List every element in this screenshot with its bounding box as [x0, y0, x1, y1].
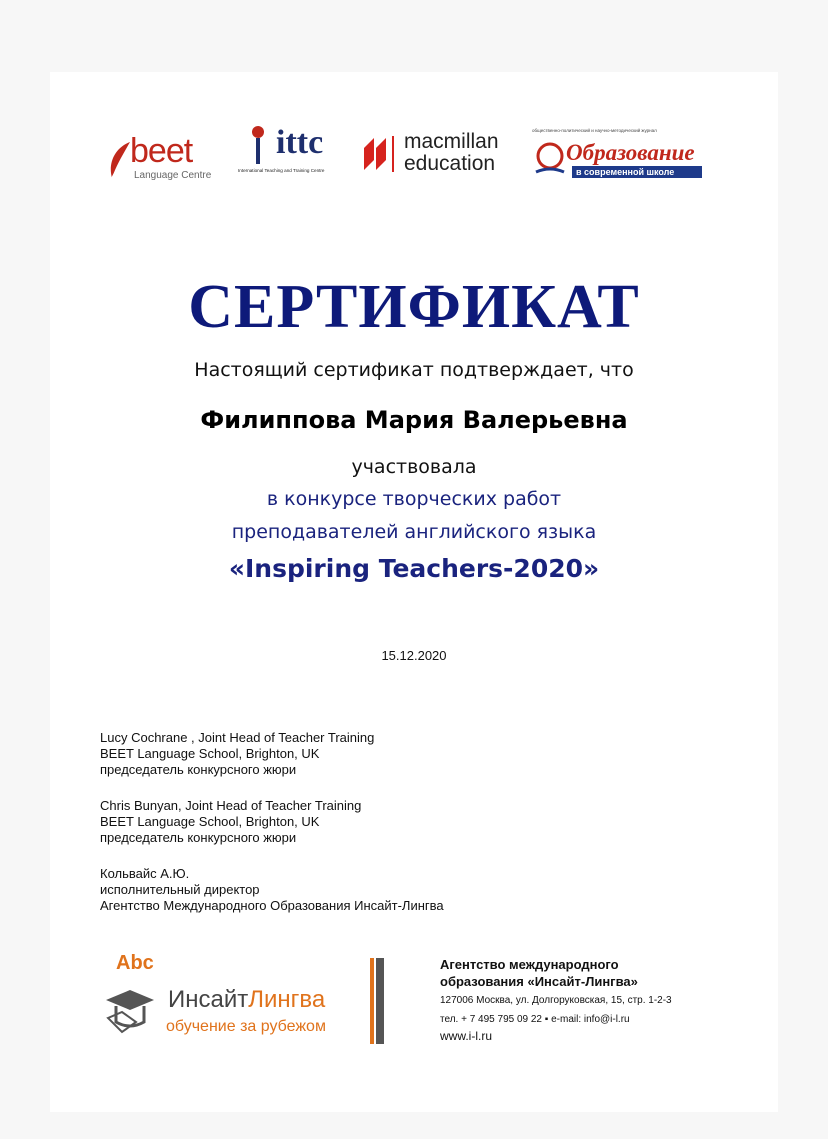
- ittc-logo: [236, 122, 362, 182]
- signatory-line: BEET Language School, Brighton, UK: [100, 746, 320, 761]
- participated-text: участвовала: [351, 456, 477, 478]
- contest-name: «Inspiring Teachers-2020»: [228, 554, 600, 583]
- obrazovanie-logo-word: Образование: [566, 140, 695, 165]
- ittc-logo-sub: International Teaching and Training Centre: [238, 168, 325, 173]
- signatory-block: [100, 866, 444, 914]
- obrazovanie-logo-top: общественно-политический и научно-методический журнал: [532, 128, 657, 133]
- signatory-line: Lucy Cochrane , Joint Head of Teacher Training: [100, 730, 375, 745]
- certificate-date: 15.12.2020: [381, 648, 447, 663]
- signatory-line: Кольвайс А.Ю.: [100, 866, 190, 881]
- obrazovanie-logo: [528, 128, 712, 180]
- agency-website: www.i-l.ru: [440, 1029, 493, 1043]
- agency-name-line2: образования «Инсайт-Лингва»: [440, 974, 638, 989]
- agency-address: 127006 Москва, ул. Долгоруковская, 15, стр. 1-2-3: [440, 995, 672, 1006]
- ittc-flame-icon: [246, 124, 276, 168]
- contest-line-2: преподавателей английского языка: [231, 521, 597, 543]
- insight-logo-word: [168, 986, 325, 1014]
- book-emblem-icon: [532, 140, 568, 176]
- insight-lingva-logo: [100, 952, 390, 1048]
- graduation-cap-icon: [102, 982, 158, 1038]
- agency-name-line1: Агентство международного: [440, 957, 619, 972]
- beet-logo: [106, 130, 226, 190]
- insight-logo-sub: обучение за рубежом: [166, 1018, 326, 1035]
- signatory-block: [100, 730, 374, 778]
- logo-divider: [370, 958, 374, 1044]
- recipient-name: Филиппова Мария Валерьевна: [200, 406, 628, 434]
- signatory-line: исполнительный директор: [100, 882, 260, 897]
- logo-divider: [376, 958, 384, 1044]
- certificate-title: СЕРТИФИКАТ: [188, 273, 640, 341]
- signatory-block: [100, 798, 361, 846]
- signatory-line: председатель конкурсного жюри: [100, 762, 297, 777]
- confirm-text: Настоящий сертификат подтверждает, что: [194, 359, 634, 381]
- agency-phone-email: тел. + 7 495 795 09 22 ▪ e-mail: info@i-l.ru: [440, 1014, 630, 1025]
- macmillan-mark-icon: [362, 134, 398, 174]
- signatory-line: Chris Bunyan, Joint Head of Teacher Training: [100, 798, 362, 813]
- beet-logo-sub: Language Centre: [134, 170, 212, 181]
- contest-line-1: в конкурсе творческих работ: [266, 488, 562, 510]
- insight-logo-word-b: Лингва: [248, 986, 326, 1013]
- insight-abc-mark: Abc: [116, 952, 154, 974]
- obrazovanie-logo-sub: в современной школе: [576, 167, 675, 177]
- signatory-line: Агентство Международного Образования Инсайт-Лингва: [100, 898, 444, 913]
- agency-contacts: [440, 956, 672, 1044]
- ittc-logo-word: ittc: [276, 124, 324, 161]
- beet-logo-word: beet: [130, 132, 193, 170]
- certificate-page: [50, 72, 778, 1112]
- signatory-line: председатель конкурсного жюри: [100, 830, 297, 845]
- insight-logo-word-a: Инсайт: [168, 986, 249, 1013]
- macmillan-logo: [362, 130, 512, 180]
- signatory-line: BEET Language School, Brighton, UK: [100, 814, 320, 829]
- macmillan-logo-line2: education: [404, 152, 496, 175]
- macmillan-logo-line1: macmillan: [404, 130, 499, 153]
